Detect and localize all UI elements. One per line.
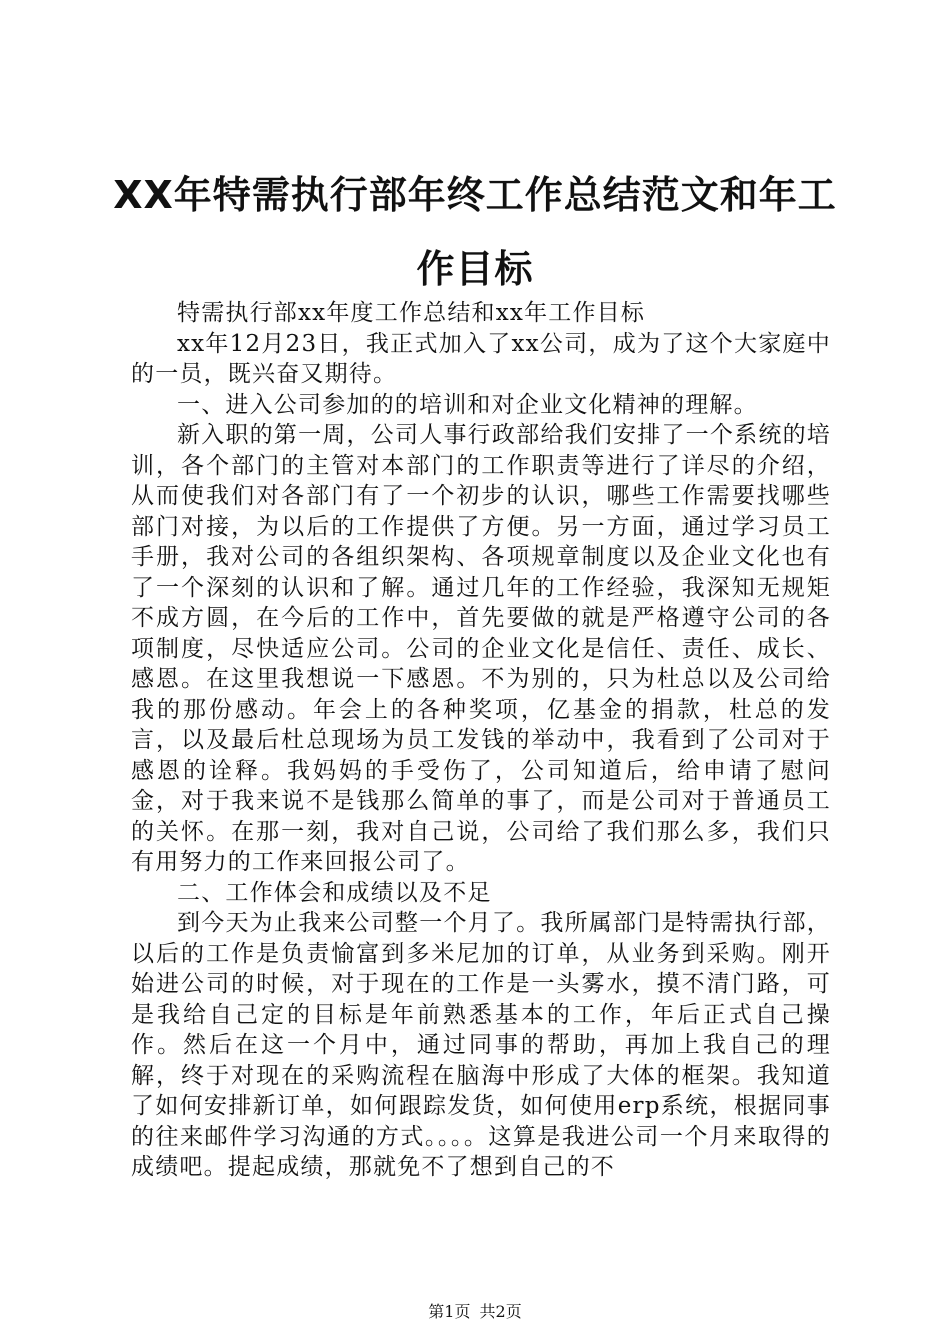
paragraph-subtitle: 特需执行部xx年度工作总结和xx年工作目标 [177,300,646,326]
page-footer [0,1302,950,1322]
document-title: XX年特需执行部年终工作总结范文和年工作目标 [113,173,837,291]
paragraph-experience: 到今天为止我来公司整一个月了。我所属部门是特需执行部，以后的工作是负责愉富到多米尼加的订单，从业务到采购。刚开始进公司的时候，对于现在的工作是一头雾水，摸不清门路，可是我给自己定的目标是年前熟悉基本的工作，年后正式自己操作。然后在这一个月中，通过同事的帮助，再加上我自己的理解，终于对现在的采购流程在脑海中形成了大体的框架。我知道了如何安排新订单，如何跟踪发货，如何使用erp系统，根据同事的往来邮件学习沟通的方式。。。。这算是我进公司一个月来取得的成绩吧。提起成绩，那就免不了想到自己的不 [131,910,831,1180]
section-heading-1: 一、进入公司参加的的培训和对企业文化精神的理解。 [177,391,758,418]
section-heading-2: 二、工作体会和成绩以及不足 [177,879,492,906]
page-number: 第1页 [428,1302,471,1321]
page-total: 共2页 [479,1302,522,1321]
document-body [131,298,831,1183]
paragraph-training: 新入职的第一周，公司人事行政部给我们安排了一个系统的培训，各个部门的主管对本部门的工作职责等进行了详尽的介绍，从而使我们对各部门有了一个初步的认识，哪些工作需要找哪些部门对接，为以后的工作提供了方便。另一方面，通过学习员工手册，我对公司的各组织架构、各项规章制度以及企业文化也有了一个深刻的认识和了解。通过几年的工作经验，我深知无规矩不成方圆，在今后的工作中，首先要做的就是严格遵守公司的各项制度，尽快适应公司。公司的企业文化是信任、责任、成长、感恩。在这里我想说一下感恩。不为别的，只为杜总以及公司给我的那份感动。年会上的各种奖项，亿基金的捐款，杜总的发言，以及最后杜总现场为员工发钱的举动中，我看到了公司对于感恩的诠释。我妈妈的手受伤了，公司知道后，给申请了慰问金，对于我来说不是钱那么简单的事了，而是公司对于普通员工的关怀。在那一刻，我对自己说，公司给了我们那么多，我们只有用努力的工作来回报公司了。 [131,422,831,875]
paragraph-intro: xx年12月23日，我正式加入了xx公司，成为了这个大家庭中的一员，既兴奋又期待。 [131,330,831,387]
